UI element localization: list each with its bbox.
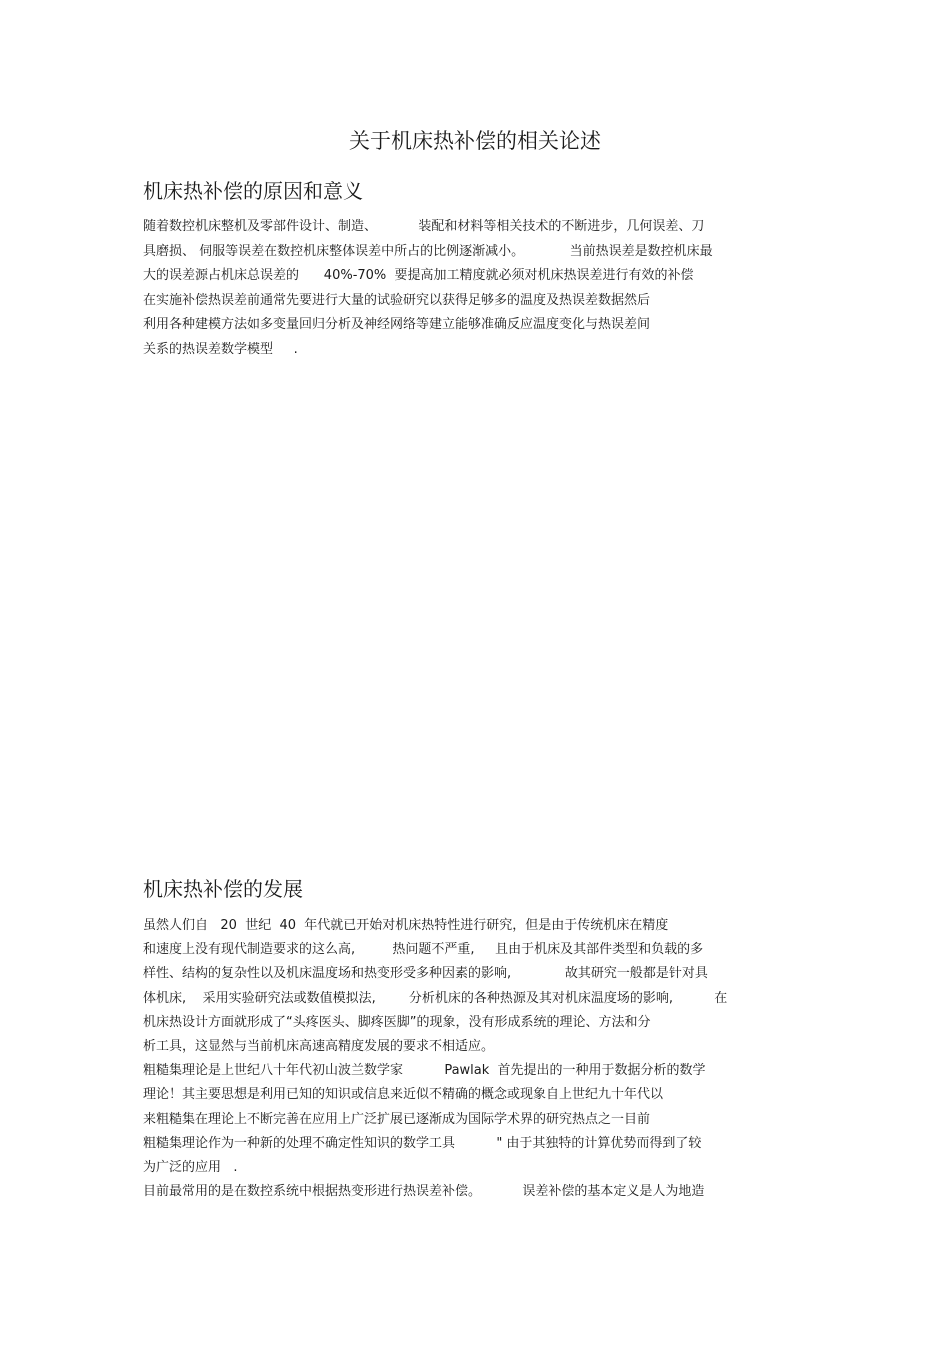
text-line: 利用各种建模方法如多变量回归分析及神经网络等建立能够准确反应温度变化与热误差间	[143, 317, 651, 332]
text-line: 粗糙集理论是上世纪八十年代初山波兰数学家 Pawlak 首先提出的一种用于数据分析的数学	[143, 1063, 706, 1079]
text-line: 随着数控机床整机及零部件设计、制造、 装配和材料等相关技术的不断进步，几何误差、刀	[143, 219, 705, 234]
paragraph-development	[143, 914, 823, 1204]
text-line: 目前最常用的是在数控系统中根据热变形进行热误差补偿。 误差补偿的基本定义是人为地造	[143, 1184, 705, 1200]
section-heading-causes: 机床热补偿的原因和意义	[143, 179, 363, 203]
page-title: 关于机床热补偿的相关论述	[349, 129, 601, 153]
text-line: 理论！其主要思想是利用已知的知识或信息来近似不精确的概念或现象自上世纪九十年代以	[143, 1087, 664, 1103]
text-line: 为广泛的应用 .	[143, 1159, 238, 1175]
text-line: 关系的热误差数学模型 .	[143, 341, 298, 357]
text-line: 大的误差源占机床总误差的 40%-70% 要提高加工精度就必须对机床热误差进行有效的补偿	[143, 268, 694, 283]
text-line: 析工具，这显然与当前机床高速高精度发展的要求不相适应。	[143, 1038, 495, 1054]
text-line: 机床热设计方面就形成了“头疼医头、脚疼医脚”的现象，没有形成系统的理论、方法和分	[143, 1014, 651, 1030]
text-line: 虽然人们自 20 世纪 40 年代就已开始对机床热特性进行研究，但是由于传统机床在精度	[143, 918, 669, 933]
text-line: 来粗糙集在理论上不断完善在应用上广泛扩展已逐渐成为国际学术界的研究热点之一目前	[143, 1111, 651, 1127]
section-heading-development: 机床热补偿的发展	[143, 877, 303, 901]
text-line: 样性、结构的复杂性以及机床温度场和热变形受多种因素的影响, 故其研究一般都是针对具	[143, 966, 708, 982]
text-line: 具磨损、 伺服等误差在数控机床整体误差中所占的比例逐渐减小。 当前热误差是数控机床最	[143, 243, 713, 259]
paragraph-causes	[143, 215, 823, 362]
text-line: 在实施补偿热误差前通常先要进行大量的试验研究以获得足够多的温度及热误差数据然后	[143, 292, 651, 308]
text-line: 粗糙集理论作为一种新的处理不确定性知识的数学工具 " 由于其独特的计算优势而得到了较	[143, 1135, 702, 1151]
text-line: 和速度上没有现代制造要求的这么高, 热问题不严重, 且由于机床及其部件类型和负载的多	[143, 942, 704, 958]
text-line: 体机床, 采用实验研究法或数值模拟法, 分析机床的各种热源及其对机床温度场的影响, 在	[143, 990, 728, 1006]
